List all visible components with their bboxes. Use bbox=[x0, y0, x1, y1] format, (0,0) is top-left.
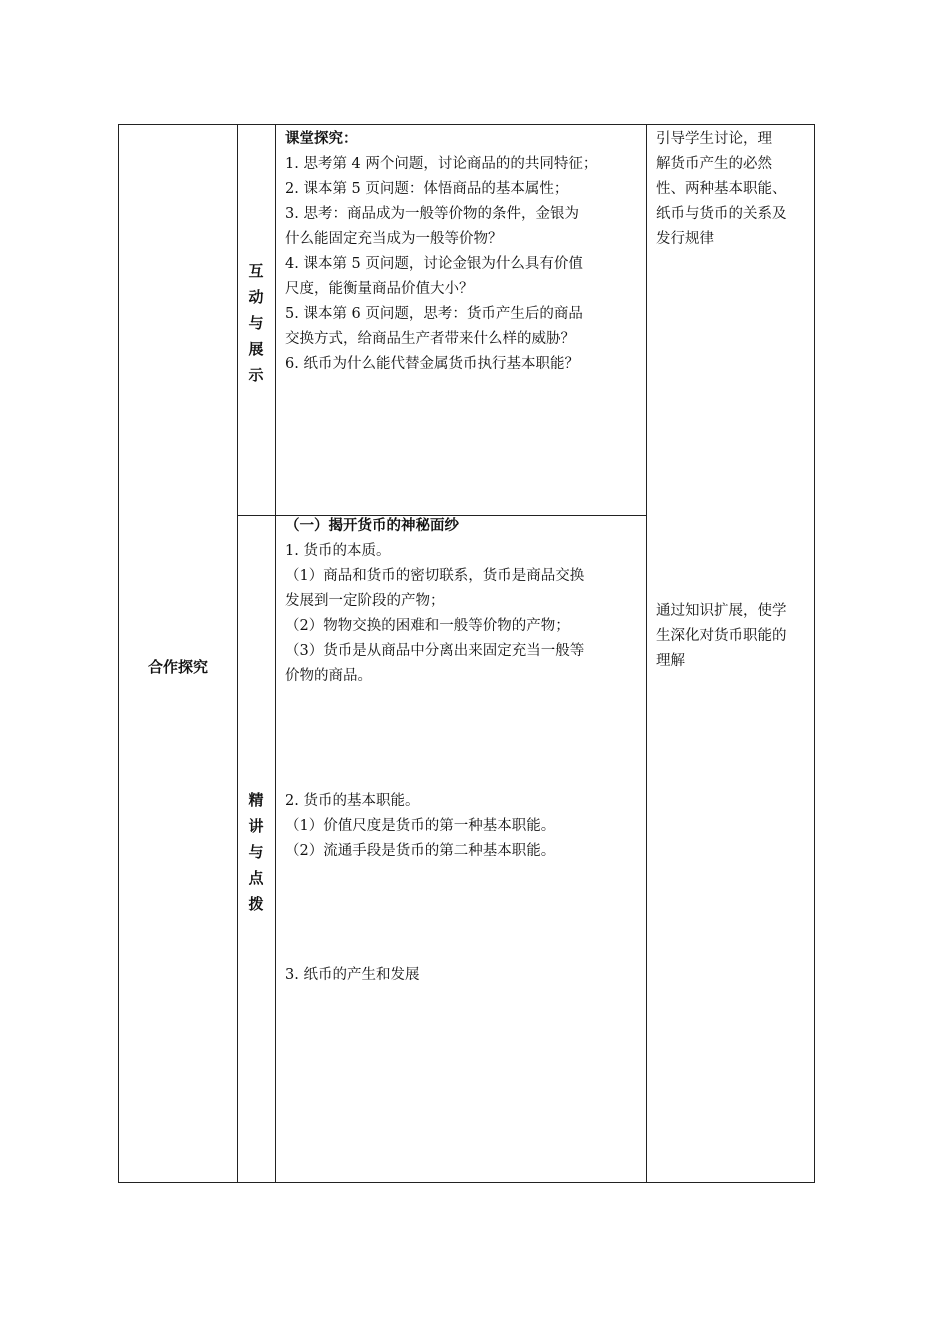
design-note: 引导学生讨论，理 解货币产生的必然 性、两种基本职能、 纸币与货币的关系及 发行规律 bbox=[656, 131, 787, 247]
section-label: 合作探究 bbox=[147, 658, 208, 676]
design-note: 通过知识扩展，使学 生深化对货币职能的 理解 bbox=[656, 603, 787, 669]
inquiry-line: 尺度，能衡量商品价值大小？ bbox=[285, 281, 474, 297]
inquiry-line: 4. 课本第 5 页问题，讨论金银为什么具有价值 bbox=[285, 256, 583, 272]
inquiry-line: 1. 思考第 4 两个问题，讨论商品的的共同特征； bbox=[285, 156, 598, 172]
inquiry-line: 3. 思考：商品成为一般等价物的条件，金银为 bbox=[285, 206, 579, 222]
explanation-block-functions bbox=[285, 789, 641, 864]
content-line: 3. 纸币的产生和发展 bbox=[285, 967, 420, 983]
explanation-title: （一）揭开货币的神秘面纱 bbox=[285, 518, 459, 534]
content-line: （1）商品和货币的密切联系，货币是商品交换 bbox=[285, 568, 585, 584]
inquiry-line: 2. 课本第 5 页问题：体悟商品的基本属性； bbox=[285, 181, 569, 197]
content-line: （1）价值尺度是货币的第一种基本职能。 bbox=[285, 818, 556, 834]
content-line: （3）货币是从商品中分离出来固定充当一般等 bbox=[285, 643, 585, 659]
inquiry-line: 6. 纸币为什么能代替金属货币执行基本职能？ bbox=[285, 356, 579, 372]
phase-label-explanation: 精 讲 与 点 拨 bbox=[248, 791, 264, 913]
content-line: （2）流通手段是货币的第二种基本职能。 bbox=[285, 843, 556, 859]
content-line: 1. 货币的本质。 bbox=[285, 543, 391, 559]
explanation-block-paper-money bbox=[285, 963, 641, 988]
content-line: （2）物物交换的困难和一般等价物的产物； bbox=[285, 618, 570, 634]
column-divider bbox=[275, 125, 276, 1182]
content-line: 发展到一定阶段的产物； bbox=[285, 593, 445, 609]
inquiry-content bbox=[285, 127, 641, 377]
inquiry-line: 交换方式，给商品生产者带来什么样的威胁？ bbox=[285, 331, 575, 347]
content-line: 2. 货币的基本职能。 bbox=[285, 793, 420, 809]
inquiry-title: 课堂探究： bbox=[285, 131, 358, 147]
explanation-content bbox=[285, 514, 641, 689]
column-divider bbox=[646, 125, 647, 1182]
lesson-table bbox=[118, 124, 815, 1183]
inquiry-line: 5. 课本第 6 页问题，思考：货币产生后的商品 bbox=[285, 306, 583, 322]
phase-label-interaction: 互 动 与 展 示 bbox=[248, 262, 264, 384]
content-line: 价物的商品。 bbox=[285, 668, 372, 684]
inquiry-line: 什么能固定充当成为一般等价物？ bbox=[285, 231, 503, 247]
